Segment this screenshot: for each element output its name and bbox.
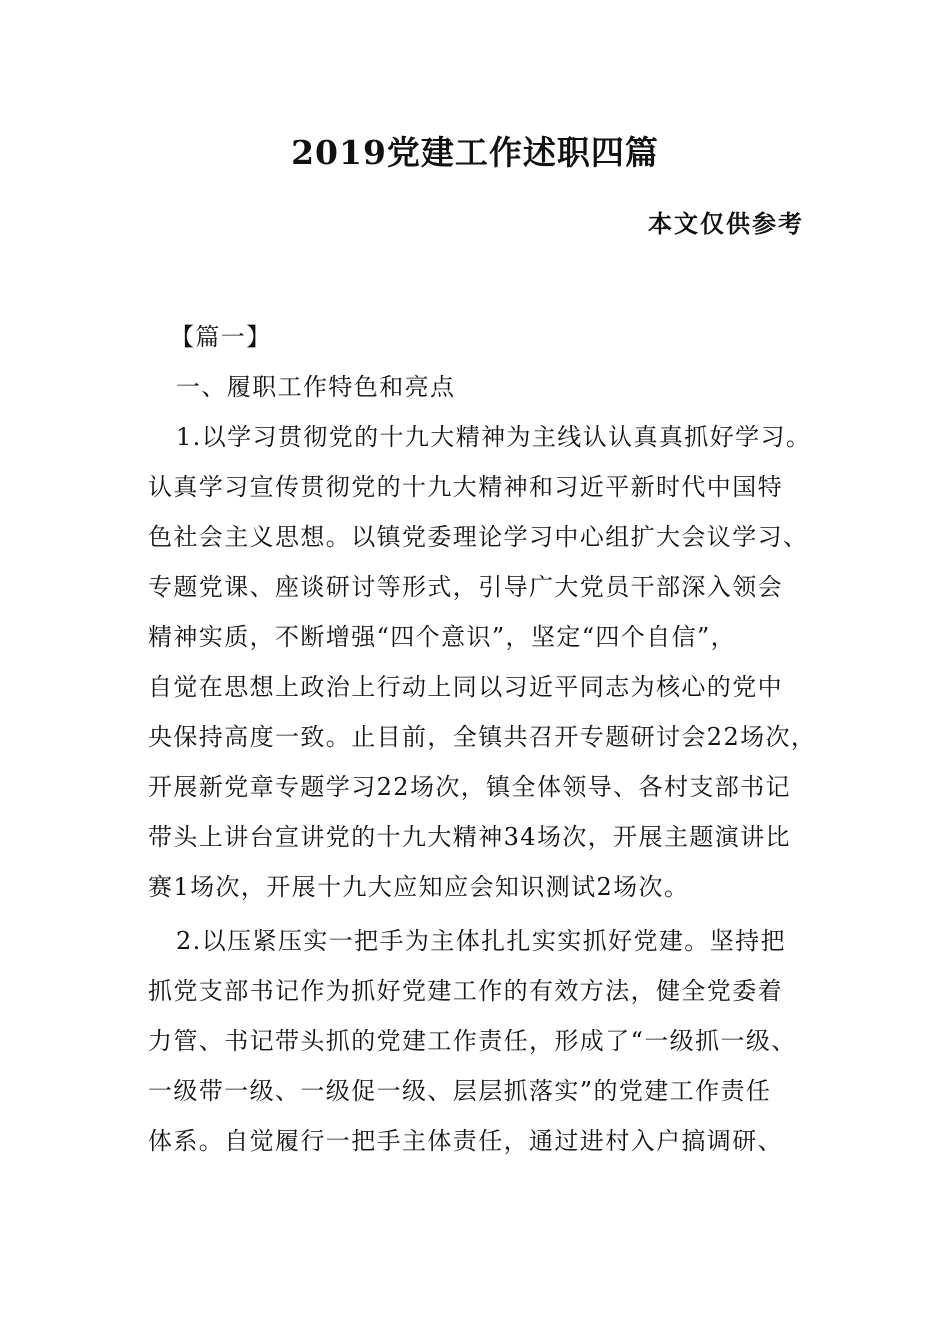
paragraph-1 <box>148 412 817 912</box>
paragraph-line: 开展新党章专题学习22场次，镇全体领导、各村支部书记 <box>148 773 791 801</box>
paragraph-line: 自觉在思想上政治上行动上同以习近平同志为核心的党中 <box>148 673 783 701</box>
paragraph-line: 精神实质，不断增强“四个意识”，坚定“四个自信”， <box>148 623 737 651</box>
paragraph-line: 2.以压紧压实一把手为主体扎扎实实抓好党建。坚持把 <box>176 927 786 955</box>
document-title: 2019党建工作述职四篇 <box>291 133 659 172</box>
section-heading: 一、履职工作特色和亮点 <box>176 373 456 401</box>
paragraph-line: 1.以学习贯彻党的十九大精神为主线认认真真抓好学习。 <box>176 423 812 451</box>
document-subtitle: 本文仅供参考 <box>648 209 804 238</box>
paragraph-line: 赛1场次，开展十九大应知应会知识测试2场次。 <box>148 873 690 901</box>
document-body <box>148 312 817 1166</box>
paragraph-line: 力管、书记带头抓的党建工作责任，形成了“一级抓一级、 <box>148 1027 797 1055</box>
paragraph-line: 色社会主义思想。以镇党委理论学习中心组扩大会议学习、 <box>148 523 809 551</box>
paragraph-line: 专题党课、座谈研讨等形式，引导广大党员干部深入领会 <box>148 573 783 601</box>
paragraph-line: 一级带一级、一级促一级、层层抓落实”的党建工作责任 <box>148 1077 772 1105</box>
paragraph-line: 带头上讲台宣讲党的十九大精神34场次，开展主题演讲比 <box>148 823 791 851</box>
paragraph-line: 抓党支部书记作为抓好党建工作的有效方法，健全党委着 <box>148 977 783 1005</box>
section-label: 【篇一】 <box>170 323 272 351</box>
paragraph-line: 认真学习宣传贯彻党的十九大精神和习近平新时代中国特 <box>148 473 783 501</box>
paragraph-line: 央保持高度一致。止目前，全镇共召开专题研讨会22场次， <box>148 723 817 751</box>
paragraph-line: 体系。自觉履行一把手主体责任，通过进村入户搞调研、 <box>148 1127 783 1155</box>
paragraph-2 <box>148 916 810 1166</box>
